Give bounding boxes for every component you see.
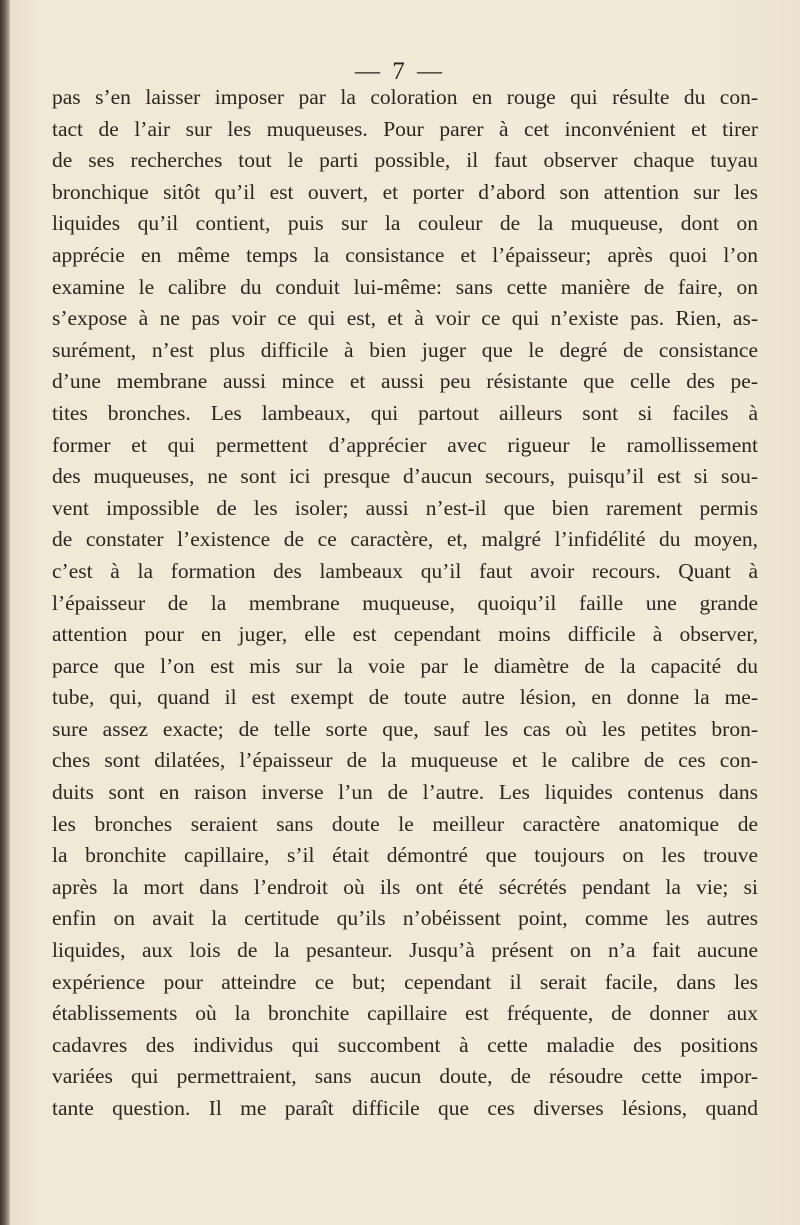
text-line: après la mort dans l’endroit où ils ont été sécrétés pendant la vie; si xyxy=(52,874,758,899)
text-line: la bronchite capillaire, s’il était démontré que toujours on les trouve xyxy=(52,843,758,868)
text-line: des muqueuses, ne sont ici presque d’aucun secours, puisqu’il est si sou- xyxy=(52,464,758,489)
text-line: attention pour en juger, elle est cependant moins difficile à observer, xyxy=(52,622,758,647)
text-line: surément, n’est plus difficile à bien juger que le degré de consistance xyxy=(52,337,758,362)
text-line: liquides, aux lois de la pesanteur. Jusqu’à présent on n’a fait aucune xyxy=(52,938,758,963)
binding-edge xyxy=(0,0,10,1225)
text-line: vent impossible de les isoler; aussi n’est-il que bien rarement permis xyxy=(52,495,758,520)
text-line: tube, qui, quand il est exempt de toute autre lésion, en donne la me- xyxy=(52,685,758,710)
text-line: cadavres des individus qui succombent à cette maladie des positions xyxy=(52,1032,758,1057)
text-line: ches sont dilatées, l’épaisseur de la muqueuse et le calibre de ces con- xyxy=(52,748,758,773)
text-line: enfin on avait la certitude qu’ils n’obéissent point, comme les autres xyxy=(52,906,758,931)
text-line: s’expose à ne pas voir ce qui est, et à voir ce qui n’existe pas. Rien, as- xyxy=(52,306,758,331)
text-line: parce que l’on est mis sur la voie par le diamètre de la capacité du xyxy=(52,653,758,678)
page-number: — 7 — xyxy=(355,58,445,85)
text-line: sure assez exacte; de telle sorte que, sauf les cas où les petites bron- xyxy=(52,716,758,741)
text-line: bronchique sitôt qu’il est ouvert, et porter d’abord son attention sur les xyxy=(52,179,758,204)
text-line: apprécie en même temps la consistance et l’épaisseur; après quoi l’on xyxy=(52,242,758,267)
text-line: l’épaisseur de la membrane muqueuse, quoiqu’il faille une grande xyxy=(52,590,758,615)
text-line: examine le calibre du conduit lui-même: sans cette manière de faire, on xyxy=(52,274,758,299)
body-text xyxy=(52,82,758,1125)
text-line: tante question. Il me paraît difficile que ces diverses lésions, quand xyxy=(52,1096,758,1120)
text-line: d’une membrane aussi mince et aussi peu résistante que celle des pe- xyxy=(52,369,758,394)
text-line: de constater l’existence de ce caractère, et, malgré l’infidélité du moyen, xyxy=(52,527,758,552)
text-line: tact de l’air sur les muqueuses. Pour parer à cet inconvénient et tirer xyxy=(52,116,758,141)
text-line: expérience pour atteindre ce but; cependant il serait facile, dans les xyxy=(52,969,758,994)
text-line: les bronches seraient sans doute le meilleur caractère anatomique de xyxy=(52,811,758,836)
text-line: c’est à la formation des lambeaux qu’il faut avoir recours. Quant à xyxy=(52,558,758,583)
text-line: établissements où la bronchite capillaire est fréquente, de donner aux xyxy=(52,1001,758,1026)
text-line: variées qui permettraient, sans aucun doute, de résoudre cette impor- xyxy=(52,1064,758,1089)
text-line: pas s’en laisser imposer par la coloration en rouge qui résulte du con- xyxy=(52,85,758,109)
text-line: duits sont en raison inverse l’un de l’autre. Les liquides contenus dans xyxy=(52,780,758,805)
text-line: de ses recherches tout le parti possible, il faut observer chaque tuyau xyxy=(52,148,758,173)
text-line: former et qui permettent d’apprécier avec rigueur le ramollissement xyxy=(52,432,758,457)
text-line: liquides qu’il contient, puis sur la couleur de la muqueuse, dont on xyxy=(52,211,758,236)
text-line: tites bronches. Les lambeaux, qui partout ailleurs sont si faciles à xyxy=(52,400,758,425)
